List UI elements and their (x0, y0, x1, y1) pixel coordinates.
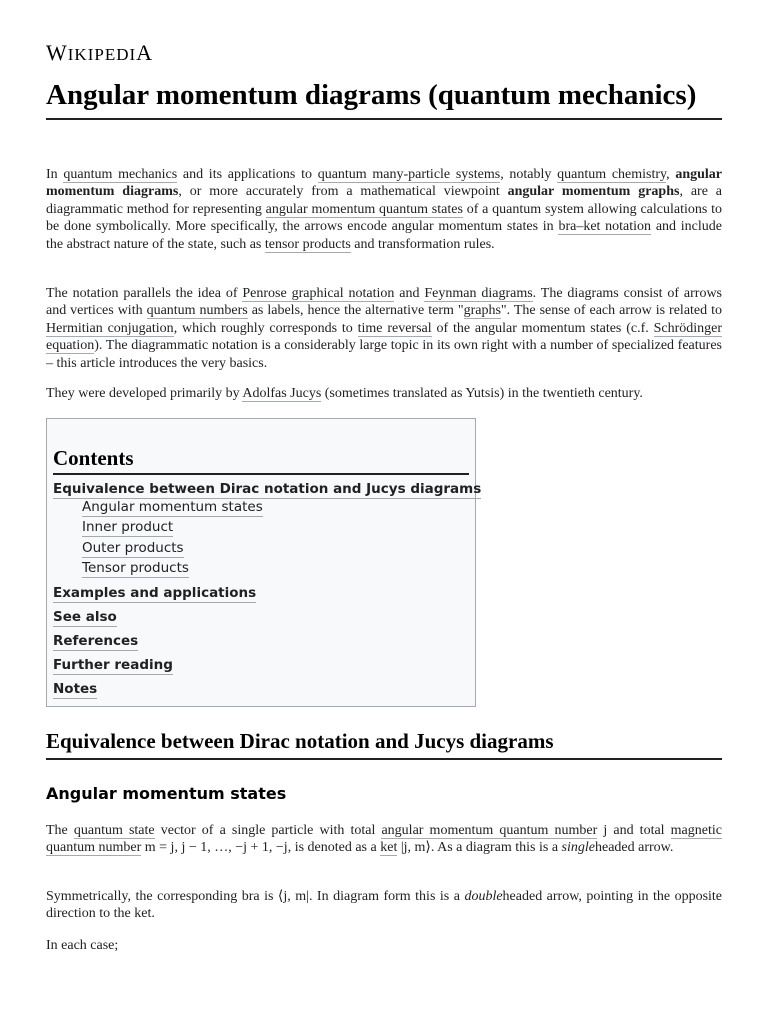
link-angular-momentum-quantum-states[interactable]: angular momentum quantum states (265, 201, 463, 217)
intro-paragraph: In quantum mechanics and its applications to quantum many-particle systems, notably quantum chemistry, angular momentum diagrams, or more accurately from a mathematical viewpoint angular momentum graphs, are a diagrammatic method for representing angular momentum quantum states of a quantum system allowing calculations to be done symbolically. More specifically, the arrows encode angular momentum states in bra–ket notation and include the abstract nature of the state, such as tensor products and transformation rules. (46, 167, 723, 252)
link-feynman-diagrams[interactable]: Feynman diagrams (424, 286, 533, 301)
link-adolfas-jucys[interactable]: Adolfas Jucys (242, 386, 322, 401)
toc-item-angular-momentum-states[interactable]: Angular momentum states (82, 499, 263, 515)
link-angular-momentum-quantum-number[interactable]: angular momentum quantum number (381, 823, 598, 838)
link-time-reversal[interactable]: time reversal (357, 320, 432, 336)
bra-paragraph: Symmetrically, the corresponding bra is ⟨j, m|. In diagram form this is a doubleheaded arrow, pointing in the opposite direction to the ket. (46, 889, 723, 922)
link-quantum-numbers[interactable]: quantum numbers (146, 303, 248, 319)
subsection-heading: Angular momentum states (46, 784, 287, 803)
section-heading: Equivalence between Dirac notation and Jucys diagrams (46, 728, 722, 760)
notation-paragraph: The notation parallels the idea of Penrose graphical notation and Feynman diagrams. The diagrams consist of arrows and vertices with quantum numbers as labels, hence the alternative term "graphs". The sense of each arrow is related to Hermitian conjugation, which roughly corresponds to time reversal of the angular momentum states (c.f. Schrödinger equation). The diagrammatic notation is a considerably large topic in its own right with a number of specialized features – this article introduces the very basics. (46, 286, 723, 371)
toc-item-see-also[interactable]: See also (53, 609, 117, 625)
wordmark-initial: W (46, 40, 68, 65)
link-graphs[interactable]: graphs (463, 303, 501, 319)
toc-item-further-reading[interactable]: Further reading (53, 657, 173, 673)
table-of-contents (46, 418, 482, 707)
history-paragraph: They were developed primarily by Adolfas Jucys (sometimes translated as Yutsis) in the twentieth century. (46, 386, 643, 401)
link-quantum-chemistry[interactable]: quantum chemistry (557, 167, 667, 182)
link-hermitian-conjugation[interactable]: Hermitian conjugation (46, 320, 174, 336)
link-ket[interactable]: ket (380, 840, 398, 856)
toc-item-outer-products[interactable]: Outer products (82, 540, 184, 556)
bold-term: angular momentum diagrams (46, 167, 723, 200)
toc-title: Contents (53, 445, 469, 475)
wordmark-middle: IKIPEDI (67, 45, 137, 64)
link-tensor-products[interactable]: tensor products (264, 236, 351, 252)
toc-item-equivalence[interactable]: Equivalence between Dirac notation and Jucys diagrams (53, 481, 482, 497)
toc-item-references[interactable]: References (53, 633, 139, 649)
link-quantum-state[interactable]: quantum state (73, 823, 155, 838)
link-quantum-many-particle-systems[interactable]: quantum many-particle systems (317, 167, 501, 182)
toc-item-inner-product[interactable]: Inner product (82, 519, 174, 535)
bold-term: angular momentum graphs (507, 184, 680, 200)
link-quantum-mechanics[interactable]: quantum mechanics (63, 167, 178, 182)
wikipedia-wordmark[interactable] (46, 40, 153, 66)
each-case-paragraph: In each case; (46, 938, 119, 953)
wordmark-final: A (136, 40, 154, 65)
link-schrodinger-equation[interactable]: Schrödinger equation (46, 320, 723, 354)
link-penrose-graphical-notation[interactable]: Penrose graphical notation (242, 286, 395, 301)
toc-item-notes[interactable]: Notes (53, 681, 98, 697)
page-title: Angular momentum diagrams (quantum mechanics) (46, 78, 722, 120)
link-bra-ket-notation[interactable]: bra–ket notation (558, 219, 652, 235)
ket-paragraph: The quantum state vector of a single particle with total angular momentum quantum number j and total magnetic quantum number m = j, j − 1, …, −j + 1, −j, is denoted as a ket |j, m⟩. As a diagram this is a singleheaded arrow. (46, 823, 722, 856)
link-magnetic-quantum-number[interactable]: magnetic quantum number (46, 823, 722, 856)
toc-item-tensor-products[interactable]: Tensor products (82, 560, 189, 576)
toc-item-examples[interactable]: Examples and applications (53, 585, 257, 601)
